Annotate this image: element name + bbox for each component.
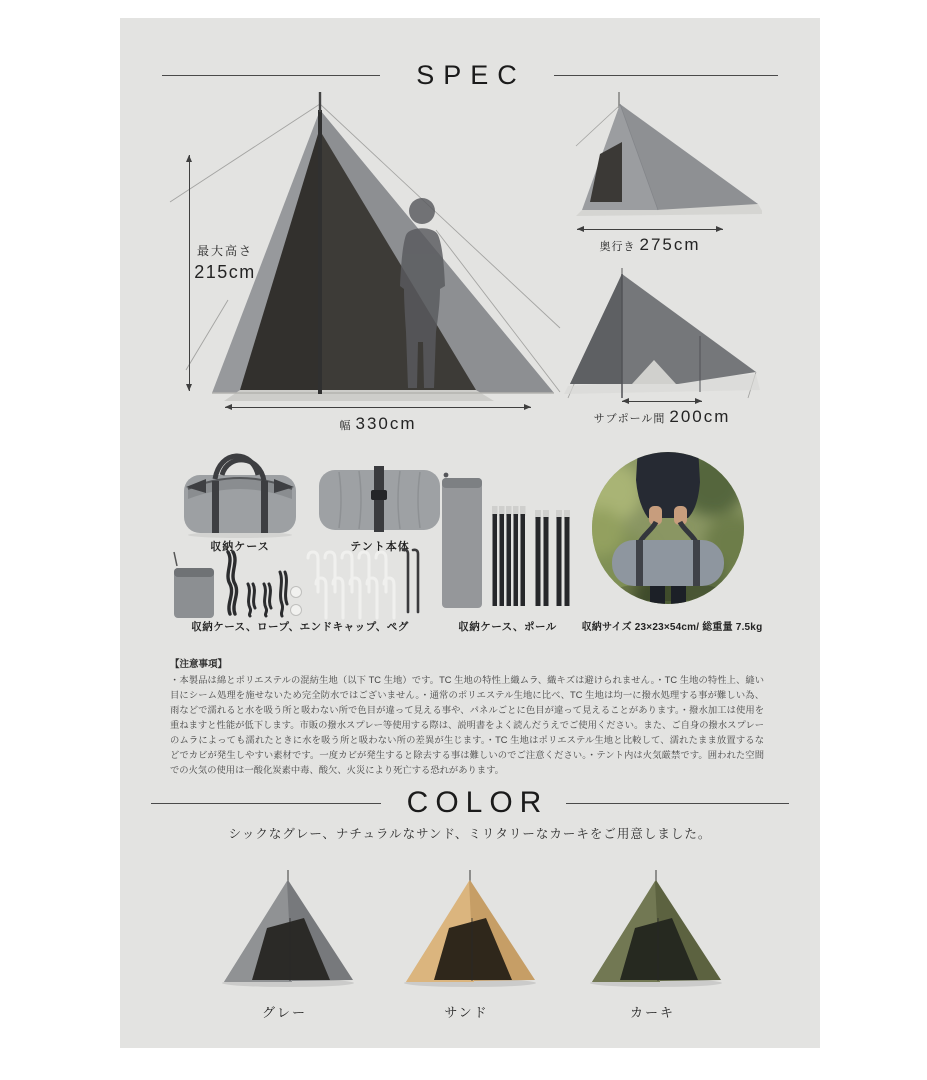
parts-image: [172, 546, 426, 620]
variant-label-sand: サンド: [444, 1005, 489, 1020]
depth-tent-illustration: [572, 92, 762, 222]
divider: [151, 803, 381, 804]
ropes: [228, 552, 287, 616]
subpole-tent-illustration: [560, 268, 760, 403]
color-section-header: [120, 782, 820, 824]
parts-caption: 収納ケース、ロープ、エンドキャップ、ペグ: [191, 621, 409, 633]
pole-bundle-small-1: [535, 510, 549, 606]
max-height-label: 最大高さ 215cm: [194, 244, 256, 282]
pole-bundle-small-2: [556, 510, 570, 606]
color-title: COLOR: [406, 786, 549, 819]
person-torso: [636, 452, 700, 518]
poles-caption: 収納ケース、ポール: [458, 621, 557, 633]
tent-body-image: [317, 462, 442, 536]
color-tent-sand: [394, 868, 539, 990]
carry-bag: [612, 540, 724, 586]
spec-card: [120, 18, 820, 1048]
color-tent-khaki: [580, 868, 725, 990]
divider: [162, 75, 380, 76]
carry-photo: [592, 452, 744, 604]
storage-case-image: [180, 447, 300, 539]
spec-title: SPEC: [416, 59, 526, 90]
color-tent-gray: [212, 868, 357, 990]
variant-label-khaki: カーキ: [629, 1005, 675, 1020]
notes-title: 【注意事項】: [170, 659, 228, 670]
dark-pegs: [403, 550, 418, 612]
depth-arrow: [577, 229, 723, 230]
packed-size-caption: 収納サイズ 23×23×54cm/ 総重量 7.5kg: [581, 622, 763, 633]
color-subtitle: シックなグレー、ナチュラルなサンド、ミリタリーなカーキをご用意しました。: [228, 827, 712, 841]
notes-section: [170, 656, 764, 778]
depth-label: 奥行き 275cm: [599, 235, 701, 254]
width-arrow: [225, 407, 531, 408]
pegs: [308, 552, 394, 618]
notes-body: ・本製品は綿とポリエステルの混紡生地（以下 TC 生地）です。TC 生地の特性上織ムラ、織キズは避けられません。・TC 生地の特性上、縫い目にシーム処理を施せないため完全防水ではございません。・通常のポリエステル生地に比べ、TC 生地は均一に撥水処理する事が難しい為、雨などで濡れると水を吸う所と吸わない所で色目が違って見える事や、パネルごとに色目が違って見えることがあります。・撥水加工は使用を重ねますと性能が低下します。市販の撥水スプレー等使用する際は、説明書をよく読んだうえでご使用ください。また、ご自身の撥水スプレーのムラによっても濡れたときに水を吸う所と吸わない所の差異が生じます。・TC 生地はポリエステル生地と比較して、濡れたまま放置するなどでカビが発生しやすい素材です。一度カビが発生すると除去する事は難しいのでご注意ください。・テント内は火気厳禁です。囲われた空間での火気の使用は一酸化炭素中毒、酸欠、火災により死亡する恐れがあります。: [170, 675, 764, 775]
subpole-arrow: [622, 401, 702, 402]
divider: [566, 803, 789, 804]
subpole-label: サブポール間 200cm: [593, 407, 731, 426]
variant-label-gray: グレー: [261, 1005, 307, 1020]
width-label: 幅 330cm: [339, 414, 417, 433]
divider: [554, 75, 778, 76]
tent-body-caption: テント本体: [350, 541, 410, 553]
storage-case-caption: 収納ケース: [210, 541, 270, 553]
pole-bundle-large: [492, 506, 526, 606]
poles-image: [440, 468, 575, 616]
